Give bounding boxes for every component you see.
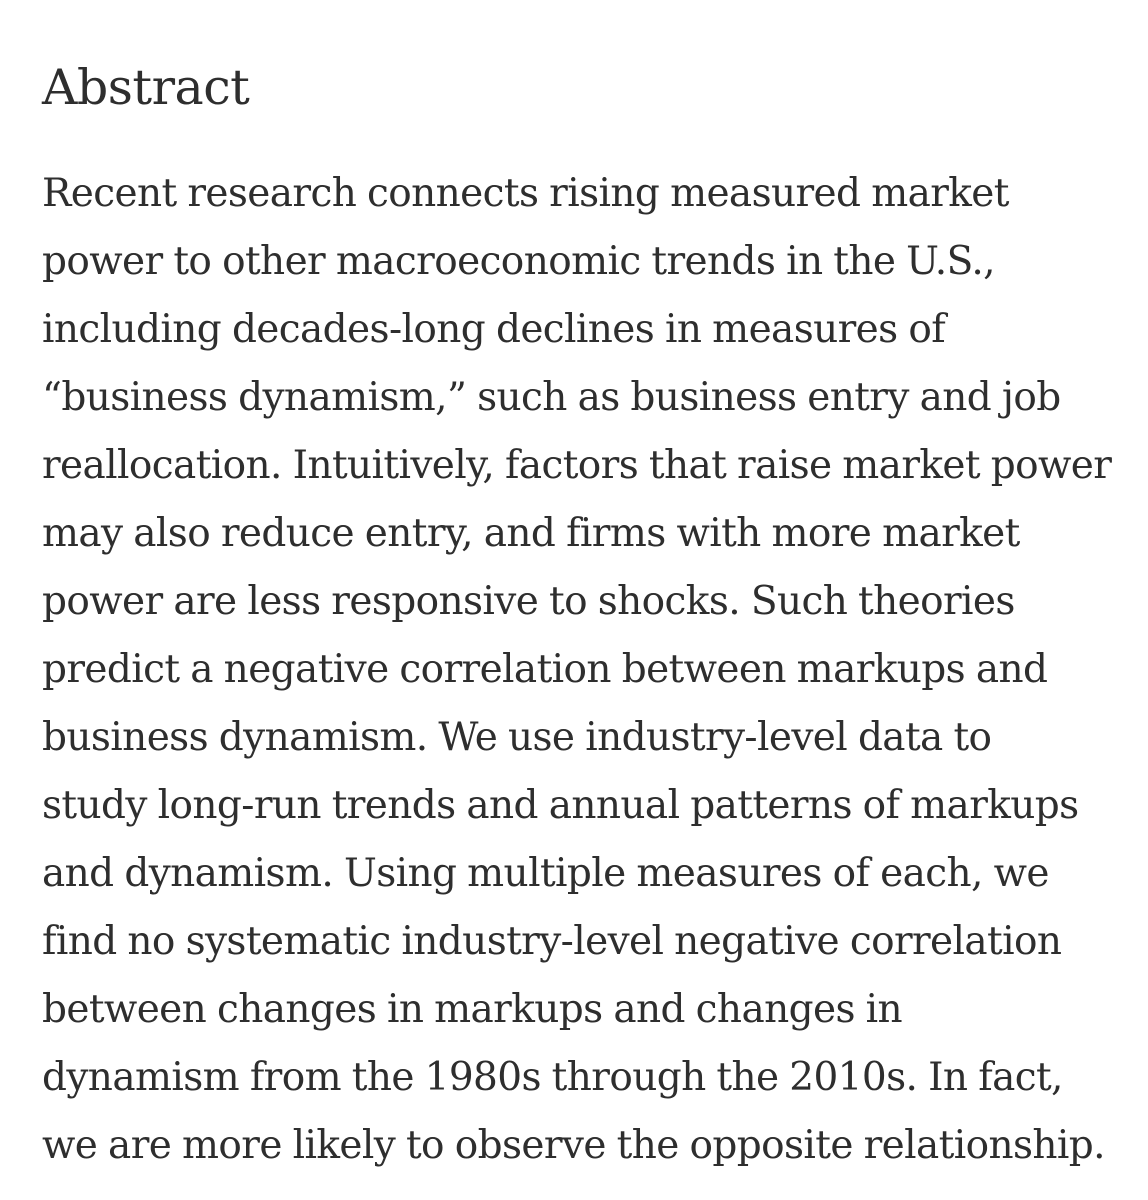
abstract-body xyxy=(42,160,1122,1180)
abstract-line: including decades-long declines in measures of xyxy=(42,307,946,352)
abstract-line: may also reduce entry, and firms with more market xyxy=(42,511,1020,556)
abstract-heading: Abstract xyxy=(42,59,250,116)
abstract-line: predict a negative correlation between markups and xyxy=(42,647,1048,692)
abstract-line: “business dynamism,” such as business entry and job xyxy=(42,375,1061,420)
abstract-line: dynamism from the 1980s through the 2010s. In fact, xyxy=(42,1055,1063,1100)
abstract-line: reallocation. Intuitively, factors that raise market power xyxy=(42,443,1112,488)
abstract-line: power to other macroeconomic trends in the U.S., xyxy=(42,239,995,284)
abstract-line: Recent research connects rising measured market xyxy=(42,171,1009,216)
abstract-line: we are more likely to observe the opposite relationship. xyxy=(42,1123,1105,1168)
abstract-line: and dynamism. Using multiple measures of each, we xyxy=(42,851,1049,896)
abstract-line: study long-run trends and annual patterns of markups xyxy=(42,783,1079,828)
abstract-line: business dynamism. We use industry-level data to xyxy=(42,715,992,760)
abstract-line: power are less responsive to shocks. Such theories xyxy=(42,579,1015,624)
abstract-section xyxy=(42,52,1122,1180)
abstract-line: find no systematic industry-level negative correlation xyxy=(42,919,1062,964)
abstract-line: between changes in markups and changes in xyxy=(42,987,903,1032)
